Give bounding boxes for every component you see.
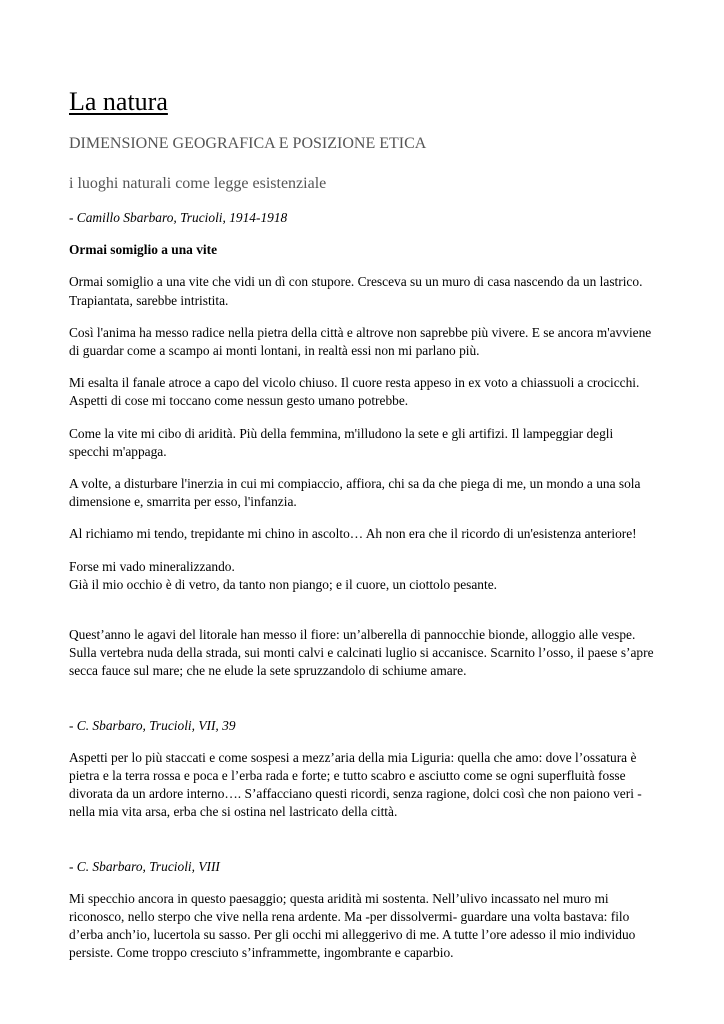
text-line: Mi specchio ancora in questo paesaggio; questa aridità mi sostenta. Nell’ulivo incassato nel muro mi <box>69 890 609 906</box>
citation-2: - C. Sbarbaro, Trucioli, VII, 39 <box>69 717 236 733</box>
paragraph-10 <box>69 890 659 963</box>
paragraph-5 <box>69 475 659 511</box>
text-line: Sulla vertebra nuda della strada, sui monti calvi e calcinati luglio si accanisce. Scarnito l’osso, il paese s’apre <box>69 645 654 661</box>
text-line: Così l'anima ha messo radice nella pietra della città e altrove non saprebbe più vivere. E se ancora m'avviene <box>69 324 652 340</box>
page-title: La natura <box>69 87 168 116</box>
text-line: Aspetti di cose mi toccano come nessun gesto umano potrebbe. <box>69 393 409 409</box>
text-line: Trapiantata, sarebbe intristita. <box>69 292 229 308</box>
poem-title: Ormai somiglio a una vite <box>69 242 218 258</box>
text-line: d’erba anch’io, lucertola su sasso. Per gli occhi mi alleggerivo di me. A tutte l’ore adesso il mio individuo <box>69 927 636 943</box>
paragraph-7 <box>69 558 659 594</box>
text-line: persiste. Come troppo cresciuto s’inframmette, ingombrante e caparbio. <box>69 945 454 961</box>
text-line: Al richiamo mi tendo, trepidante mi chino in ascolto… Ah non era che il ricordo di un'esistenza anteriore! <box>69 526 637 542</box>
citation-1: - Camillo Sbarbaro, Trucioli, 1914-1918 <box>69 210 288 225</box>
text-line: riconosco, nello sterpo che vive nella rena ardente. Ma -per dissolvermi- guardare una volta bastava: filo <box>69 909 630 925</box>
section-subheading: i luoghi naturali come legge esistenziale <box>69 175 327 192</box>
text-line: Forse mi vado mineralizzando. <box>69 558 235 574</box>
text-line: nella mia vita arsa, erba che si ostina nel lastricato della città. <box>69 804 398 820</box>
paragraph-3 <box>69 374 659 410</box>
paragraph-8 <box>69 626 659 681</box>
text-line: secca fauce sul mare; che ne elude la sete spruzzandolo di schiume amare. <box>69 663 467 679</box>
text-line: pietra e la terra rossa e poca e l’erba rada e forte; e tutto scabro e asciutto come se ogni superfluità fosse <box>69 768 626 784</box>
paragraph-4 <box>69 425 659 461</box>
paragraph-9 <box>69 749 659 822</box>
text-line: specchi m'appaga. <box>69 443 167 459</box>
text-line: di guardar come a scampo ai monti lontani, in realtà essi non mi parlano più. <box>69 343 480 359</box>
section-subtitle: DIMENSIONE GEOGRAFICA E POSIZIONE ETICA <box>69 135 427 152</box>
text-line: dimensione e, smarrita per esso, l'infanzia. <box>69 494 297 510</box>
text-line: Ormai somiglio a una vite che vidi un dì con stupore. Cresceva su un muro di casa nascendo da un lastrico. <box>69 274 643 290</box>
text-line: Mi esalta il fanale atroce a capo del vicolo chiuso. Il cuore resta appeso in ex voto a chiassuoli a crocicchi. <box>69 375 640 391</box>
text-line: Già il mio occhio è di vetro, da tanto non piango; e il cuore, un ciottolo pesante. <box>69 576 498 592</box>
text-line: divorata da un ardore interno…. S’affacciano questi ricordi, senza ragione, dolci così che non paiono veri - <box>69 786 642 802</box>
text-line: Come la vite mi cibo di aridità. Più della femmina, m'illudono la sete e gli artifizi. Il lampeggiar degli <box>69 425 614 441</box>
text-line: A volte, a disturbare l'inerzia in cui mi compiaccio, affiora, chi sa da che piega di me, un mondo a una sola <box>69 476 641 492</box>
paragraph-2 <box>69 324 659 360</box>
citation-3: - C. Sbarbaro, Trucioli, VIII <box>69 858 220 874</box>
document-body <box>69 209 659 963</box>
paragraph-6 <box>69 525 659 543</box>
paragraph-1 <box>69 273 659 309</box>
text-line: Quest’anno le agavi del litorale han messo il fiore: un’alberella di pannocchie bionde, alloggio alle vespe. <box>69 627 636 643</box>
text-line: Aspetti per lo più staccati e come sospesi a mezz’aria della mia Liguria: quella che amo: dove l’ossatura è <box>69 749 637 765</box>
